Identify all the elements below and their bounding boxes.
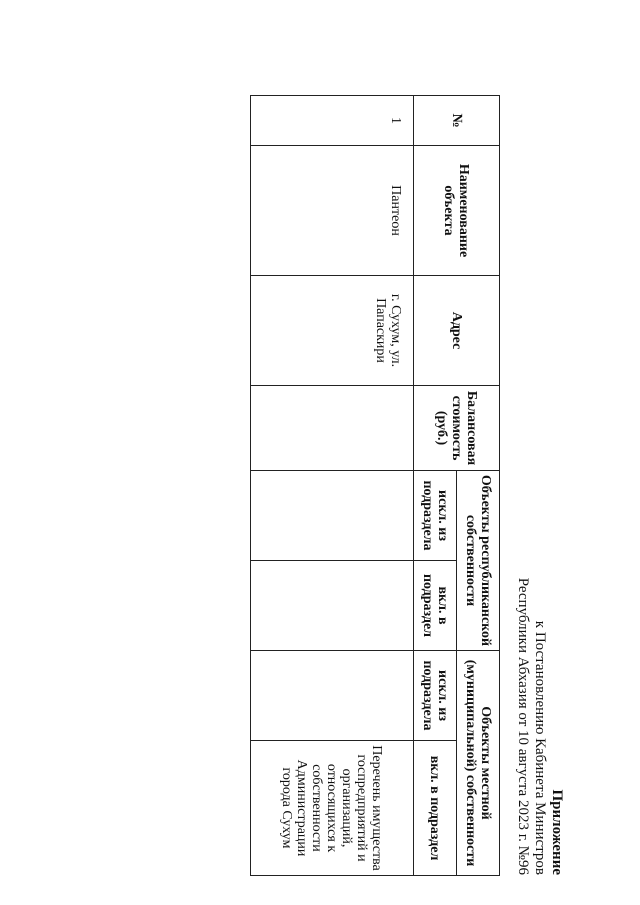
property-table [250, 95, 500, 876]
decree-reference-line-2: Республики Абхазия от 10 августа 2023 г. №96 [515, 577, 531, 875]
decree-reference-line-1: к Постановлению Кабинета Министров [532, 620, 548, 875]
column-header-address: Адрес [414, 276, 500, 386]
column-header-object-name: Наименование объекта [414, 146, 500, 276]
cell-address: г. Сухум, ул. Папаскири [251, 276, 414, 386]
group-header-republic-property: Объекты республиканской собственности [457, 471, 500, 651]
cell-local-excluded [251, 651, 414, 741]
subheader-republic-excluded: искл. из подраздела [414, 471, 457, 561]
group-header-local-property: Объекты местной (муниципальной) собственности [457, 651, 500, 876]
subheader-republic-included: вкл. в подраздел [414, 561, 457, 651]
cell-object-name: Пантеон [251, 146, 414, 276]
cell-local-included: Перечень имущества госпредприятий и организаций, относящихся к собственности Администрации города Сухум [251, 741, 414, 876]
appendix-title: Приложение [549, 789, 565, 875]
cell-number: 1 [251, 96, 414, 146]
cell-republic-excluded [251, 471, 414, 561]
column-header-balance-value: Балансовая стоимость (руб.) [414, 386, 500, 471]
table-header-row [457, 96, 500, 876]
cell-balance-value [251, 386, 414, 471]
subheader-local-excluded: искл. из подраздела [414, 651, 457, 741]
subheader-local-included: вкл. в подраздел [414, 741, 457, 876]
document-header [514, 575, 565, 875]
cell-republic-included [251, 561, 414, 651]
column-header-number: № [414, 96, 500, 146]
table-row [251, 96, 414, 876]
